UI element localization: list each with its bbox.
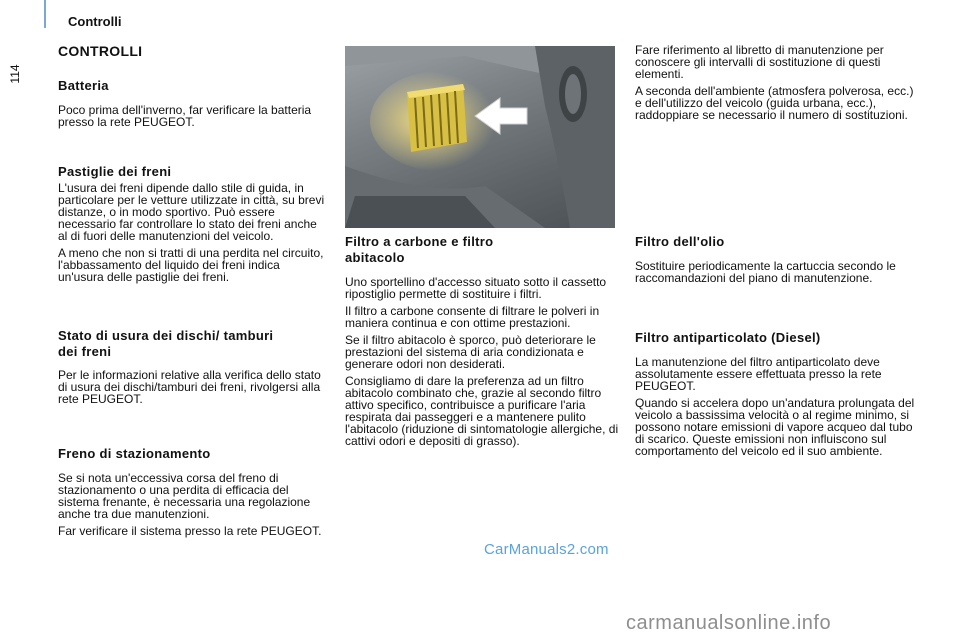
section-rule — [44, 0, 46, 28]
pastiglie-text-2: A meno che non si tratti di una perdita nel circuito, l'abbassamento del liquido dei freni indica un'usura delle pastiglie dei freni. — [58, 246, 324, 284]
batteria-text: Poco prima dell'inverno, far verificare la batteria presso la rete PEUGEOT. — [58, 103, 312, 129]
section-filtro-olio — [635, 234, 915, 284]
filtro-carbone-body — [345, 276, 620, 447]
section-pastiglie — [58, 164, 328, 283]
heading-dischi: Stato di usura dei dischi/ tamburi dei freni — [58, 328, 274, 359]
freno-text-1: Se si nota un'eccessiva corsa del freno di stazionamento o una perdita di efficacia del sistema frenante, è necessaria una regolazione anche tra due manutenzioni. — [58, 471, 311, 521]
section-batteria — [58, 78, 328, 128]
section-freno-stazionamento — [58, 446, 328, 537]
intro-text-2: A seconda dell'ambiente (atmosfera polverosa, ecc.) e dell'utilizzo del veicolo (guida urbana, ecc.), raddoppiare se necessario il numero di sostituzioni. — [635, 84, 914, 122]
intro-text-1: Fare riferimento al libretto di manutenzione per conoscere gli intervalli di sostituzione di questi elementi. — [635, 43, 884, 81]
heading-pastiglie: Pastiglie dei freni — [58, 164, 172, 179]
pastiglie-text-1: L'usura dei freni dipende dallo stile di guida, in particolare per le vetture utilizzate in città, su brevi distanze, o in modo sportivo. Può essere necessario far controllare lo stato dei freni anche al di fuori delle manutenzioni del veicolo. — [58, 181, 325, 243]
section-filtro-carbone — [345, 234, 550, 266]
filter-illustration — [345, 46, 615, 228]
section-dischi — [58, 328, 328, 405]
antiparticolato-text-1: La manutenzione del filtro antiparticolato deve assolutamente essere effettuata presso la rete PEUGEOT. — [635, 355, 882, 393]
dischi-text: Per le informazioni relative alla verifica dello stato di usura dei dischi/tamburi dei freni, rivolgersi alla rete PEUGEOT. — [58, 368, 321, 406]
page-title: CONTROLLI — [58, 43, 143, 59]
freno-text-2: Far verificare il sistema presso la rete PEUGEOT. — [58, 524, 322, 538]
filtro-carbone-text-4: Consigliamo di dare la preferenza ad un filtro abitacolo combinato che, grazie al secondo filtro attivo specifico, contribuisce a purificare l'aria respirata dai passeggeri e a mantenere pulito l'abitacolo (riduzione di sintomatologie allergiche, di cattivi odori e depositi di grasso). — [345, 374, 619, 448]
filtro-carbone-text-2: Il filtro a carbone consente di filtrare le polveri in maniera continua e con ottime prestazioni. — [345, 304, 600, 330]
watermark-carmanuals2: CarManuals2.com — [484, 541, 609, 558]
section-filtro-antiparticolato — [635, 330, 915, 457]
heading-batteria: Batteria — [58, 78, 109, 93]
intro-section — [635, 44, 915, 121]
heading-filtro-antiparticolato: Filtro antiparticolato (Diesel) — [635, 330, 821, 345]
watermark-carmanualsonline: carmanualsonline.info — [626, 612, 832, 634]
filtro-carbone-text-3: Se il filtro abitacolo è sporco, può deteriorare le prestazioni del sistema di aria condizionata e generare odori non desiderati. — [345, 333, 596, 371]
heading-filtro-carbone: Filtro a carbone e filtro abitacolo — [345, 234, 494, 265]
heading-freno-stazionamento: Freno di stazionamento — [58, 446, 211, 461]
section-title: Controlli — [68, 14, 122, 29]
page-number: 114 — [8, 64, 22, 84]
antiparticolato-text-2: Quando si accelera dopo un'andatura prolungata del veicolo a bassissima velocità o al regime minimo, si possono notare emissioni di vapore acqueo dal tubo di scarico. Queste emissioni non influiscono sul comportamento del veicolo ed il suo ambiente. — [635, 396, 915, 458]
heading-filtro-olio: Filtro dell'olio — [635, 234, 725, 249]
cabin-filter-shape — [407, 84, 467, 152]
column-left — [58, 40, 328, 538]
filtro-carbone-text-1: Uno sportellino d'accesso situato sotto il cassetto ripostiglio permette di sostituire i filtri. — [345, 275, 607, 301]
glovebox-filter-photo — [345, 46, 615, 228]
filtro-olio-text: Sostituire periodicamente la cartuccia secondo le raccomandazioni del piano di manutenzione. — [635, 259, 896, 285]
